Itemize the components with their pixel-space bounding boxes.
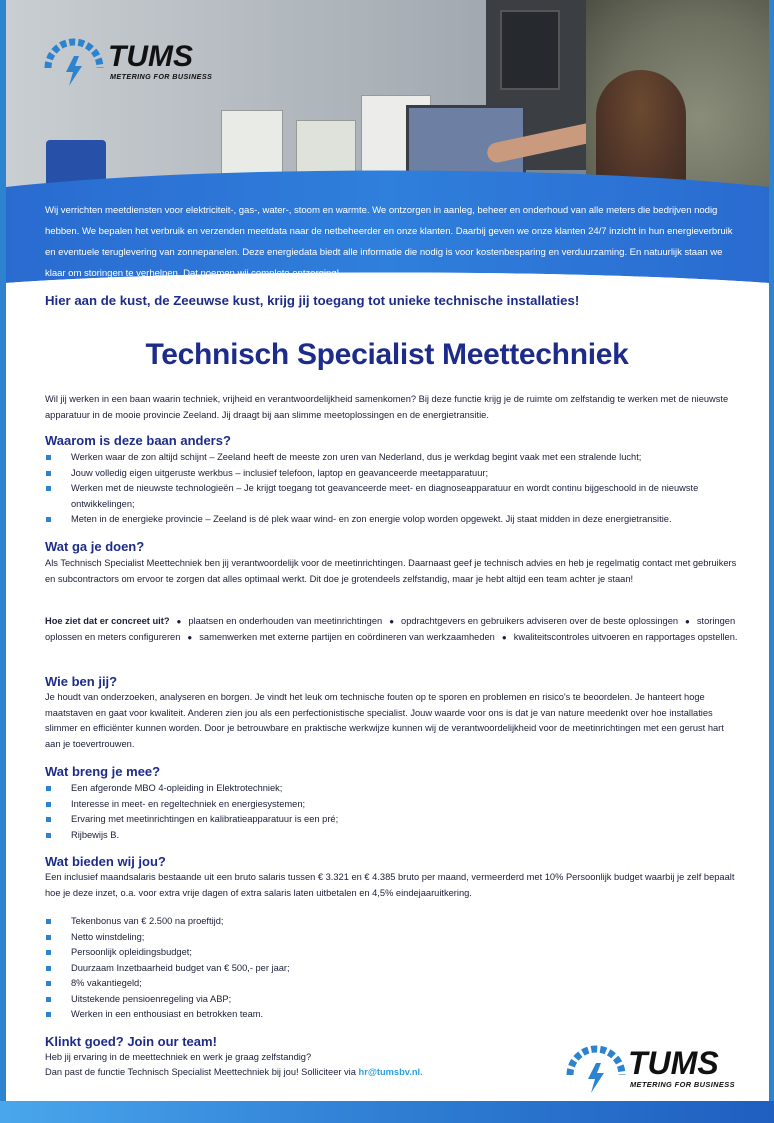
list-item: Persoonlijk opleidingsbudget; xyxy=(45,945,740,961)
list-item: Jouw volledig eigen uitgeruste werkbus – inclusief telefoon, laptop en geavanceerde meetapparatuur; xyxy=(45,466,740,482)
list-item: Duurzaam Inzetbaarheid budget van € 500,- per jaar; xyxy=(45,961,740,977)
do-text: Als Technisch Specialist Meettechniek ben jij verantwoordelijk voor de meetinrichtingen. Daarnaast geef je technisch advies en heb je regelmatig contact met gebruikers en subcontractors om ervoor te zorgen dat alles optimaal werkt. Dit doe je grotendeels zelfstandig, maar je hebt altijd een team achter je staan! xyxy=(45,558,737,584)
join-heading: Klinkt goed? Join our team! xyxy=(45,1034,217,1049)
gauge-icon xyxy=(48,42,100,86)
why-heading: Waarom is deze baan anders? xyxy=(45,433,231,448)
svg-text:TUMS: TUMS xyxy=(108,40,193,73)
why-list xyxy=(45,450,740,528)
who-heading: Wie ben jij? xyxy=(45,674,118,689)
list-item: Werken in een enthousiast en betrokken team. xyxy=(45,1007,740,1023)
join-line-2: Dan past de functie Technisch Specialist Meettechniek bij jou! Solliciteer via hr@tumsbv.nl. xyxy=(45,1067,423,1077)
join-line-1: Heb jij ervaring in de meettechniek en werk je graag zelfstandig? xyxy=(45,1052,312,1062)
footer-bar xyxy=(0,1101,774,1123)
bring-list xyxy=(45,781,740,843)
svg-text:METERING FOR BUSINESS: METERING FOR BUSINESS xyxy=(110,72,213,81)
list-item: samenwerken met externe partijen en coördineren van werkzaamheden xyxy=(199,631,495,642)
intro-band-text: Wij verrichten meetdiensten voor elektriciteit-, gas-, water-, stoom en warmte. We ontzorgen in aanleg, beheer en onderhoud van alle meters die bedrijven nodig hebben. We bepalen het verbruik en verzenden meetdata naar de netbeheerder en onze klanten. Daarbij geven we onze klanten 24/7 inzicht in hun energieverbruik en eventuele teruglevering van zonnepanelen. Deze energiedata biedt alle informatie die nodig is voor kostenbesparing en verduurzaming. En natuurlijk staan we klaar om storingen te verhelpen. Dat noemen wij complete ontzorging! xyxy=(45,205,733,279)
gauge-icon xyxy=(570,1049,622,1093)
offer-text: Een inclusief maandsalaris bestaande uit een bruto salaris tussen € 3.321 en € 4.385 bruto per maand, vermeerderd met 10% Persoonlijk budget waarbij je zelf bepaalt hoe je deze inzet, o.a. voor extra vrije dagen of extra salaris laten uitbetalen en 4,5% eindejaaruitkering. xyxy=(45,872,735,898)
tums-logo xyxy=(44,38,234,88)
list-item: Werken waar de zon altijd schijnt – Zeeland heeft de meeste zon uren van Nederland, dus je werkdag begint vaak met een stralende lucht; xyxy=(45,450,740,466)
list-item: Ervaring met meetinrichtingen en kalibratieapparatuur is een pré; xyxy=(45,812,740,828)
list-item: Tekenbonus van € 2.500 na proeftijd; xyxy=(45,914,740,930)
list-item: Een afgeronde MBO 4-opleiding in Elektrotechniek; xyxy=(45,781,740,797)
page-title: Technisch Specialist Meettechniek xyxy=(145,338,629,371)
email-link[interactable]: hr@tumsbv.nl. xyxy=(358,1067,423,1077)
concrete-label: Hoe ziet dat er concreet uit? xyxy=(45,616,170,626)
list-item: Netto winstdeling; xyxy=(45,930,740,946)
list-item: Werken met de nieuwste technologieën – Je krijgt toegang tot geavanceerde meet- en diagnoseapparatuur en wordt continu bijgeschoold in de nieuwste ontwikkelingen; xyxy=(45,481,740,512)
svg-text:METERING FOR BUSINESS: METERING FOR BUSINESS xyxy=(630,1080,735,1089)
list-item: Uitstekende pensioenregeling via ABP; xyxy=(45,992,740,1008)
tums-logo-footer xyxy=(566,1043,756,1095)
list-item: kwaliteitscontroles uitvoeren en rapportages opstellen. xyxy=(513,631,738,642)
tagline: Hier aan de kust, de Zeeuwse kust, krijg jij toegang tot unieke technische installaties! xyxy=(45,293,580,308)
bring-heading: Wat breng je mee? xyxy=(45,764,161,779)
who-text: Je houdt van onderzoeken, analyseren en borgen. Je vindt het leuk om technische fouten op te sporen en problemen en risico's te beoordelen. Je hanteert hoge maatstaven en gaat voor kwaliteit. Anderen zien jou als een perfectionistische specialist. Jouw waarde voor ons is dat je van nature meedenkt over hoe installaties slimmer en efficiënter kunnen worden. Door je betrouwbare en praktische werkwijze kunnen wij de verantwoordelijkheid voor de meetinrichtingen met een gerust hart aan je toevertrouwen. xyxy=(45,692,724,749)
offer-list xyxy=(45,914,740,1023)
concrete-list: Hoe ziet dat er concreet uit? ● plaatsen en onderhouden van meetinrichtingen ● opdrachtgevers en gebruikers adviseren over de beste oplossingen ● storingen oplossen en meters configureren ● samenwerken met externe partijen en coördineren van werkzaamheden ● kwaliteitscontroles uitvoeren en rapportages opstellen. xyxy=(45,616,738,642)
list-item: 8% vakantiegeld; xyxy=(45,976,740,992)
list-item: opdrachtgevers en gebruikers adviseren over de beste oplossingen xyxy=(401,616,679,626)
list-item: Meten in de energieke provincie – Zeeland is dé plek waar wind- en zon energie volop worden opgewekt. Jij staat midden in deze energietransitie. xyxy=(45,512,740,528)
list-item: plaatsen en onderhouden van meetinrichtingen xyxy=(188,616,383,626)
offer-heading: Wat bieden wij jou? xyxy=(45,854,166,869)
list-item: Interesse in meet- en regeltechniek en energiesystemen; xyxy=(45,797,740,813)
svg-text:TUMS: TUMS xyxy=(628,1045,719,1081)
intro-text: Wil jij werken in een baan waarin techniek, vrijheid en verantwoordelijkheid samenkomen? Bij deze functie krijg je de ruimte om zelfstandig te werken met de nieuwste apparatuur in de mooie provincie Zeeland. Jij draagt bij aan slimme meetoplossingen en de energietransitie. xyxy=(45,394,729,420)
list-item: Rijbewijs B. xyxy=(45,828,740,844)
do-heading: Wat ga je doen? xyxy=(45,539,145,554)
list-item: storingen oplossen en meters configureren xyxy=(45,616,736,642)
